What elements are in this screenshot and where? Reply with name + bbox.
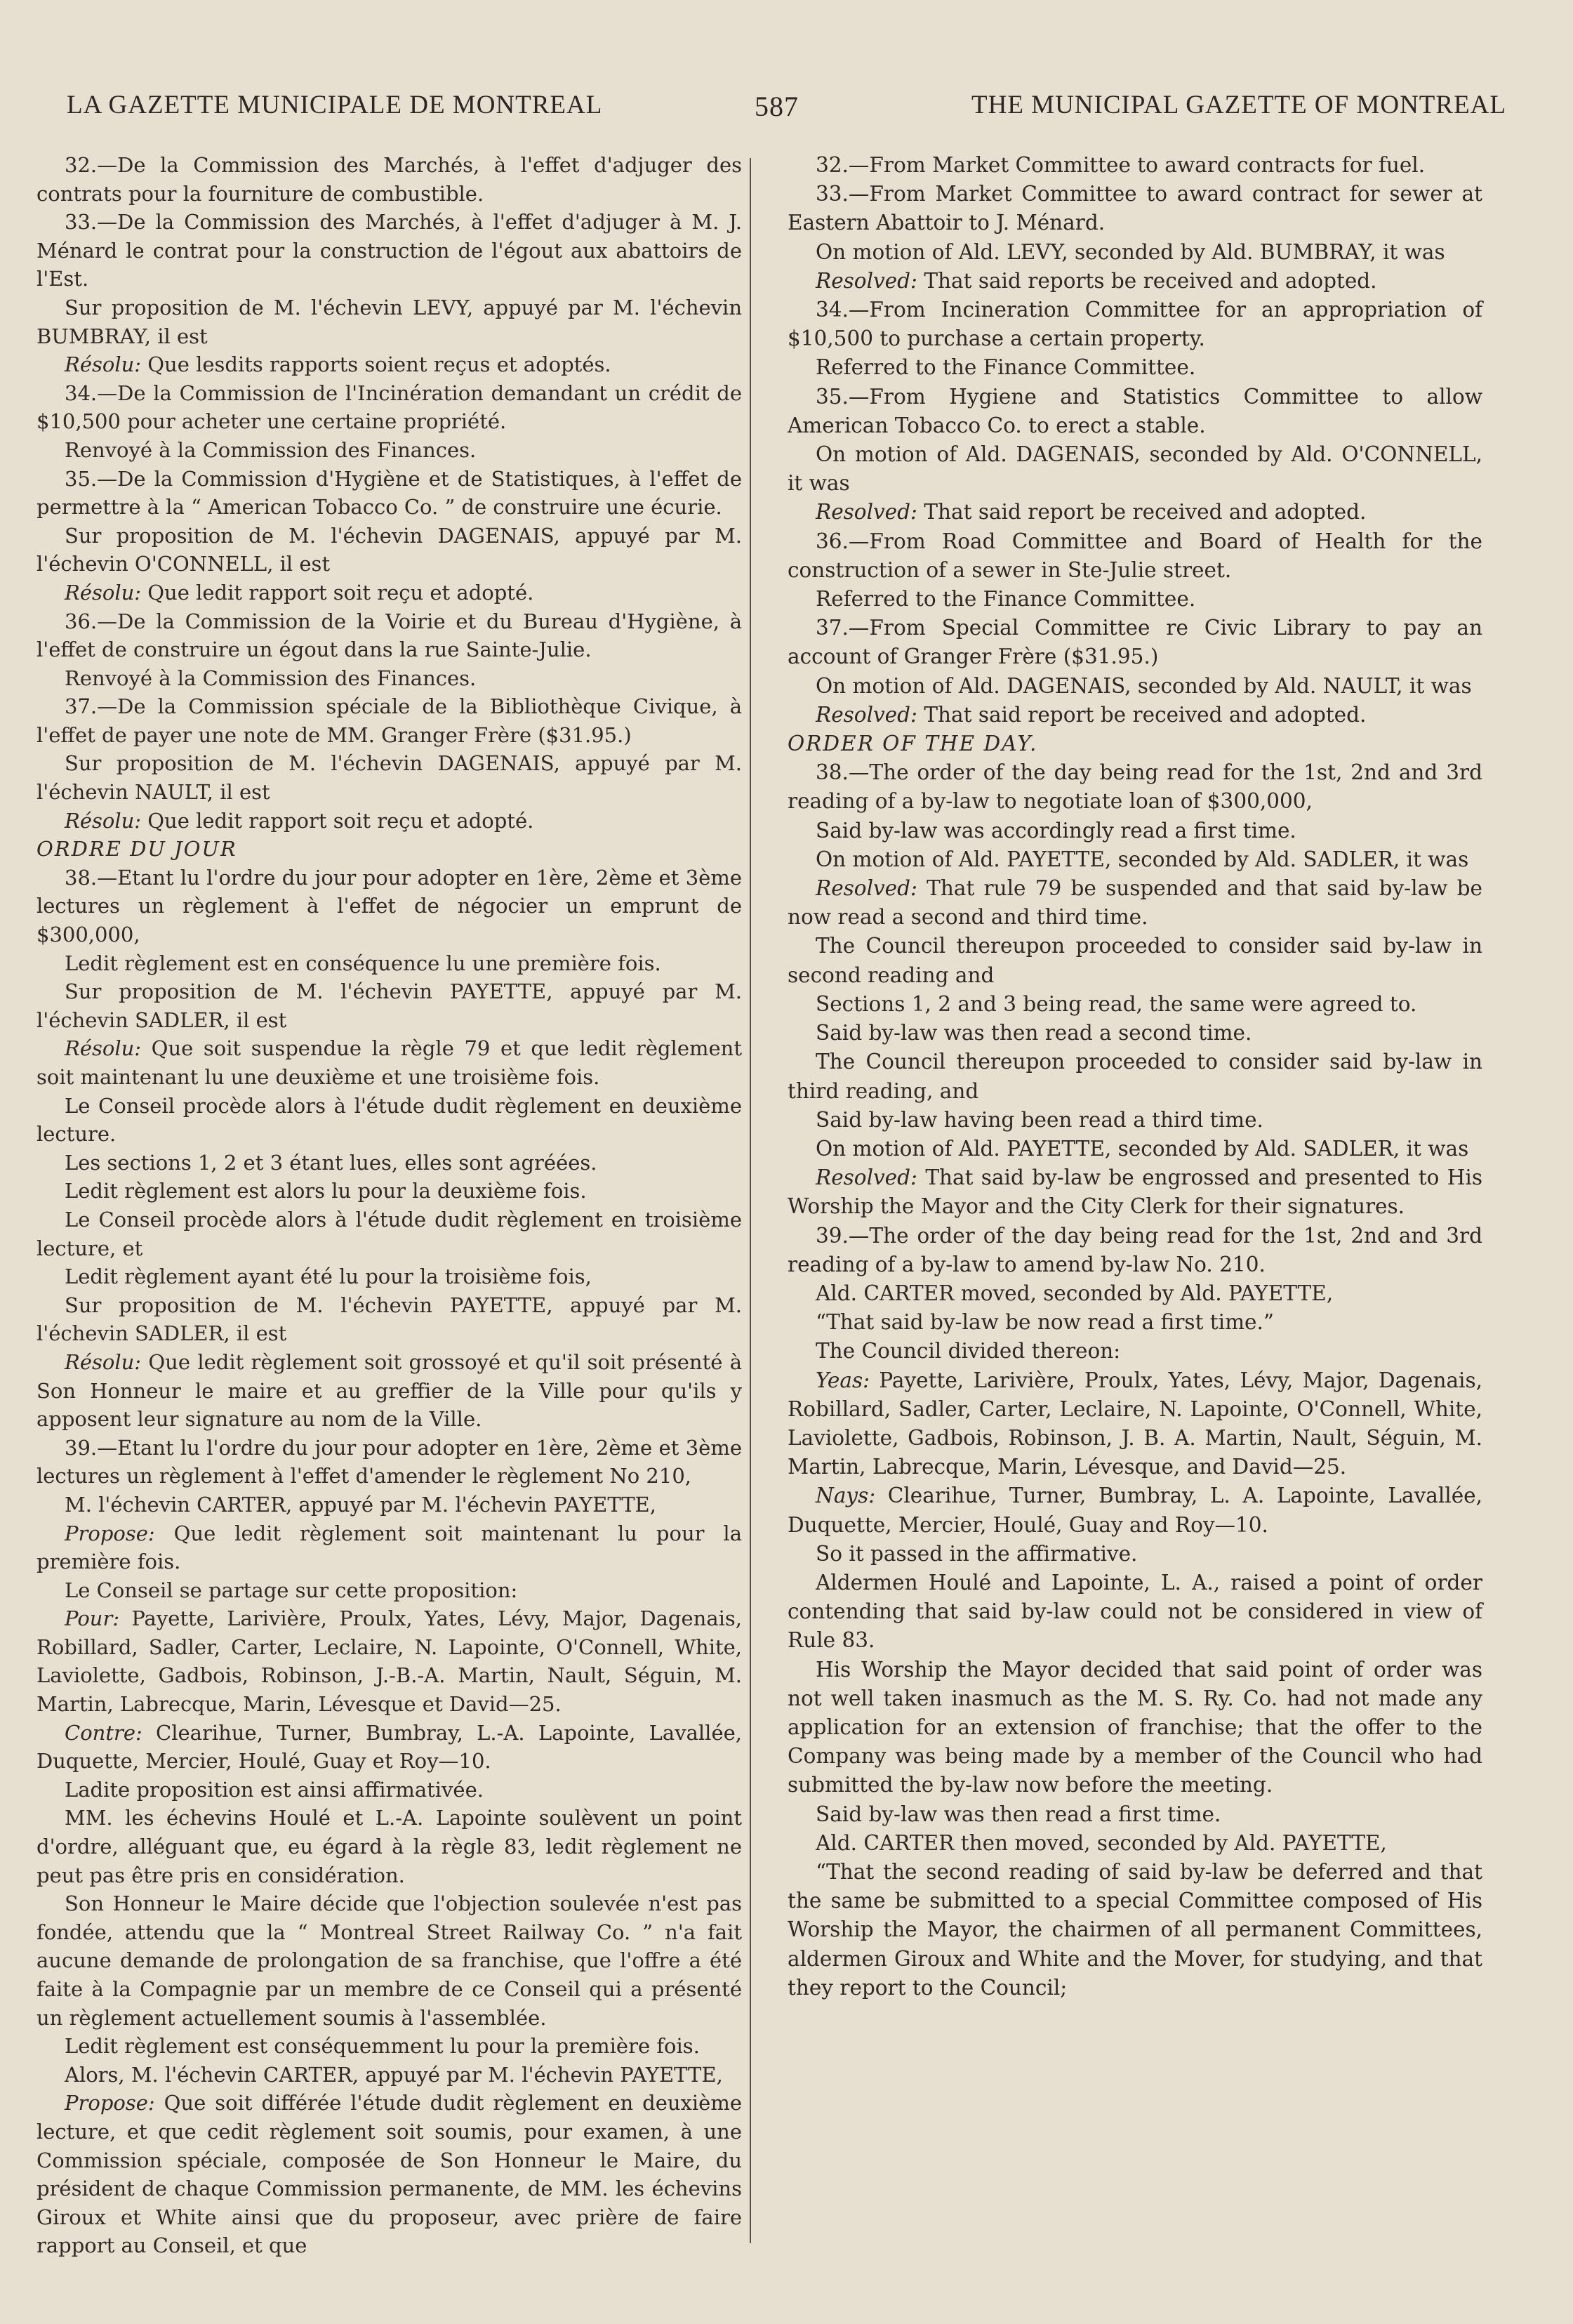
french-paragraph: Contre: Clearihue, Turner, Bumbray, L.-A. Lapointe, Lavallée, Duquette, Mercier, Houlé, Guay et Roy—10. (36, 1720, 742, 1774)
french-paragraph: Propose: Que soit différée l'étude dudit règlement en deuxième lecture, et que cedit règlement soit soumis, pour examen, à une Commission spéciale, composée de Son Honneur le Maire, du président de chaque Commission permanente, de MM. les échevins Giroux et White ainsi que du proposeur, avec prière de faire rapport au Conseil, et que (36, 2091, 742, 2258)
english-paragraph: Yeas: Payette, Larivière, Proulx, Yates, Lévy, Major, Dagenais, Robillard, Sadler, Carter, Leclaire, N. Lapointe, O'Connell, White, Laviolette, Gadbois, Robinson, J. B. A. Martin, Nault, Séguin, M. Martin, Labrecque, Marin, Lévesque, and David—25. (788, 1368, 1482, 1479)
page-number: 587 (755, 91, 799, 122)
english-paragraph: So it passed in the affirmative. (816, 1541, 1138, 1566)
french-paragraph: Renvoyé à la Commission des Finances. (65, 437, 477, 462)
french-paragraph: 37.—De la Commission spéciale de la Bibliothèque Civique, à l'effet de payer une note de MM. Granger Frère ($31.95.) (36, 694, 742, 747)
french-paragraph: Le Conseil procède alors à l'étude dudit règlement en deuxième lecture. (36, 1093, 742, 1147)
french-paragraph: 36.—De la Commission de la Voirie et du Bureau d'Hygiène, à l'effet de construire un égout dans la rue Sainte-Julie. (36, 609, 742, 662)
french-paragraph: Résolu: Que soit suspendue la règle 79 et que ledit règlement soit maintenant lu une deuxième et une troisième fois. (36, 1036, 742, 1089)
column-divider (750, 158, 751, 2243)
english-paragraph: Said by-law was then read a first time. (816, 1802, 1221, 1826)
french-paragraph: Propose: Que ledit règlement soit maintenant lu pour la première fois. (36, 1521, 742, 1574)
french-paragraph: 35.—De la Commission d'Hygiène et de Statistiques, à l'effet de permettre à la “ American Tobacco Co. ” de construire une écurie. (36, 466, 742, 520)
english-paragraph: “That the second reading of said by-law be deferred and that the same be submitted to a special Committee composed of His Worship the Mayor, the chairmen of all permanent Committees, aldermen Giroux and White and the Mover, for studying, and that they report to the Council; (788, 1859, 1482, 2000)
english-paragraph: 39.—The order of the day being read for the 1st, 2nd and 3rd reading of a by-law to amend by-law No. 210. (788, 1223, 1482, 1276)
french-paragraph: Pour: Payette, Larivière, Proulx, Yates, Lévy, Major, Dagenais, Robillard, Sadler, Carter, Leclaire, N. Lapointe, O'Connell, White, Laviolette, Gadbois, Robinson, J.-B.-A. Martin, Nault, Séguin, M. Martin, Labrecque, Marin, Lévesque et David—25. (36, 1606, 742, 1717)
keyword-label: Yeas: (816, 1368, 870, 1392)
keyword-label: Propose: (65, 2091, 155, 2115)
english-paragraph: Said by-law was then read a second time. (816, 1021, 1252, 1045)
keyword-label: Résolu: (65, 808, 142, 833)
french-paragraph: Le Conseil se partage sur cette proposition: (65, 1578, 518, 1602)
keyword-label: Contre: (65, 1720, 142, 1745)
keyword-label: Résolu: (65, 352, 142, 377)
french-column (36, 151, 742, 2260)
english-paragraph: The Council thereupon proceeded to consider said by-law in third reading, and (788, 1050, 1482, 1103)
french-paragraph: Sur proposition de M. l'échevin DAGENAIS, appuyé par M. l'échevin NAULT, il est (36, 751, 742, 805)
english-paragraph: Resolved: That said reports be received and adopted. (816, 268, 1377, 293)
english-paragraph: On motion of Ald. PAYETTE, seconded by Ald. SADLER, it was (816, 1136, 1469, 1161)
french-paragraph: Le Conseil procède alors à l'étude dudit règlement en troisième lecture, et (36, 1207, 742, 1260)
english-paragraph: Resolved: That said report be received and adopted. (816, 702, 1367, 727)
english-paragraph: “That said by-law be now read a first time.” (816, 1310, 1274, 1335)
header-title-english: THE MUNICIPAL GAZETTE OF MONTREAL (971, 91, 1506, 119)
keyword-label: Resolved: (816, 500, 917, 524)
french-paragraph: Résolu: Que ledit rapport soit reçu et adopté. (65, 808, 534, 833)
english-paragraph: 35.—From Hygiene and Statistics Committee to allow American Tobacco Co. to erect a stable. (788, 384, 1482, 437)
english-paragraph: 36.—From Road Committee and Board of Health for the construction of a sewer in Ste-Julie street. (788, 529, 1482, 582)
keyword-label: Nays: (816, 1484, 876, 1508)
keyword-label: Résolu: (65, 1036, 142, 1061)
english-paragraph: Referred to the Finance Committee. (816, 355, 1196, 380)
french-paragraph: Renvoyé à la Commission des Finances. (65, 666, 477, 690)
english-paragraph: Nays: Clearihue, Turner, Bumbray, L. A. Lapointe, Lavallée, Duquette, Mercier, Houlé, Guay and Roy—10. (788, 1484, 1482, 1537)
english-paragraph: 37.—From Special Committee re Civic Library to pay an account of Granger Frère ($31.95.) (788, 616, 1482, 669)
english-paragraph: On motion of Ald. DAGENAIS, seconded by Ald. O'CONNELL, it was (788, 442, 1482, 496)
english-paragraph: 34.—From Incineration Committee for an appropriation of $10,500 to purchase a certain property. (788, 298, 1482, 351)
keyword-label: Resolved: (816, 702, 917, 727)
keyword-label: Resolved: (816, 268, 917, 293)
english-paragraph: The Council divided thereon: (816, 1339, 1121, 1364)
french-paragraph: Sur proposition de M. l'échevin PAYETTE, appuyé par M. l'échevin SADLER, il est (36, 1293, 742, 1346)
header-title-french: LA GAZETTE MUNICIPALE DE MONTREAL (67, 91, 603, 119)
french-paragraph: Résolu: Que ledit règlement soit grossoyé et qu'il soit présenté à Son Honneur le maire et au greffier de la Ville pour qu'ils y apposent leur signature au nom de la Ville. (36, 1349, 742, 1432)
keyword-label: Propose: (65, 1521, 155, 1545)
french-paragraph: Ledit règlement est conséquemment lu pour la première fois. (65, 2034, 700, 2059)
french-paragraph: Ledit règlement ayant été lu pour la troisième fois, (65, 1265, 592, 1289)
french-paragraph: Sur proposition de M. l'échevin PAYETTE, appuyé par M. l'échevin SADLER, il est (36, 979, 742, 1032)
english-paragraph: On motion of Ald. DAGENAIS, seconded by Ald. NAULT, it was (816, 673, 1472, 698)
french-paragraph: M. l'échevin CARTER, appuyé par M. l'échevin PAYETTE, (65, 1492, 656, 1517)
french-paragraph: 33.—De la Commission des Marchés, à l'effet d'adjuger à M. J. Ménard le contrat pour la construction de l'égout aux abattoirs de l'Est. (36, 210, 742, 291)
keyword-label: Pour: (65, 1606, 120, 1631)
english-paragraph: 38.—The order of the day being read for the 1st, 2nd and 3rd reading of a by-law to negotiate loan of $300,000, (788, 760, 1482, 814)
english-paragraph: Resolved: That rule 79 be suspended and that said by-law be now read a second and third time. (788, 876, 1482, 930)
keyword-label: Resolved: (816, 876, 917, 901)
french-paragraph: Sur proposition de M. l'échevin DAGENAIS, appuyé par M. l'échevin O'CONNELL, il est (36, 523, 742, 576)
french-paragraph: Les sections 1, 2 et 3 étant lues, elles sont agréées. (65, 1150, 597, 1175)
french-paragraph: ORDRE DU JOUR (36, 837, 237, 861)
english-paragraph: 33.—From Market Committee to award contract for sewer at Eastern Abattoir to J. Ménard. (788, 182, 1482, 235)
english-paragraph: His Worship the Mayor decided that said point of order was not well taken inasmuch as the M. S. Ry. Co. had not made any application for an extension of franchise; that the offer to the Company was being made by a member of the Council who had submitted the by-law now before the meeting. (788, 1657, 1482, 1797)
keyword-label: Résolu: (65, 1349, 142, 1374)
english-paragraph: Resolved: That said by-law be engrossed and presented to His Worship the Mayor and the City Clerk for their signatures. (788, 1166, 1482, 1219)
french-paragraph: Sur proposition de M. l'échevin LEVY, appuyé par M. l'échevin BUMBRAY, il est (36, 295, 742, 348)
english-paragraph: Ald. CARTER then moved, seconded by Ald. PAYETTE, (816, 1830, 1387, 1855)
english-paragraph: 32.—From Market Committee to award contracts for fuel. (816, 153, 1426, 177)
french-paragraph: 32.—De la Commission des Marchés, à l'effet d'adjuger des contrats pour la fourniture de combustible. (36, 153, 742, 206)
english-paragraph: On motion of Ald. PAYETTE, seconded by Ald. SADLER, it was (816, 847, 1469, 871)
english-paragraph: Said by-law was accordingly read a first time. (816, 818, 1296, 843)
french-paragraph: Résolu: Que ledit rapport soit reçu et adopté. (65, 580, 534, 605)
french-paragraph: 38.—Etant lu l'ordre du jour pour adopter en 1ère, 2ème et 3ème lectures un règlement à l'effet de négocier un emprunt de $300,000, (36, 865, 742, 947)
english-paragraph: The Council thereupon proceeded to consider said by-law in second reading and (788, 934, 1482, 987)
english-paragraph: ORDER OF THE DAY. (788, 732, 1038, 756)
french-paragraph: Résolu: Que lesdits rapports soient reçus et adoptés. (65, 352, 611, 377)
english-paragraph: Aldermen Houlé and Lapointe, L. A., raised a point of order contending that said by-law could not be considered in view of Rule 83. (788, 1570, 1482, 1653)
english-paragraph: Referred to the Finance Committee. (816, 587, 1196, 612)
french-paragraph: 34.—De la Commission de l'Incinération demandant un crédit de $10,500 pour acheter une certaine propriété. (36, 381, 742, 434)
page-header (67, 90, 1506, 132)
english-column (788, 151, 1482, 2002)
french-paragraph: MM. les échevins Houlé et L.-A. Lapointe soulèvent un point d'ordre, alléguant que, eu égard à la règle 83, ledit règlement ne peut pas être pris en considération. (36, 1806, 742, 1887)
english-paragraph: Resolved: That said report be received and adopted. (816, 500, 1367, 524)
keyword-label: Resolved: (816, 1166, 917, 1190)
french-paragraph: Alors, M. l'échevin CARTER, appuyé par M. l'échevin PAYETTE, (65, 2062, 723, 2087)
french-paragraph: Ladite proposition est ainsi affirmativée. (65, 1777, 484, 1802)
english-paragraph: On motion of Ald. LEVY, seconded by Ald. BUMBRAY, it was (816, 239, 1445, 264)
english-paragraph: Sections 1, 2 and 3 being read, the same were agreed to. (816, 991, 1417, 1016)
french-paragraph: Son Honneur le Maire décide que l'objection soulevée n'est pas fondée, attendu que la “ Montreal Street Railway Co. ” n'a fait aucune demande de prolongation de sa franchise, que l'offre a été faite à la Compagnie par un membre de ce Conseil qui a présenté un règlement actuellement soumis à l'assemblée. (36, 1891, 742, 2030)
keyword-label: Résolu: (65, 580, 142, 605)
english-paragraph: Ald. CARTER moved, seconded by Ald. PAYETTE, (816, 1281, 1334, 1305)
french-paragraph: 39.—Etant lu l'ordre du jour pour adopter en 1ère, 2ème et 3ème lectures un règlement à l'effet d'amender le règlement No 210, (36, 1435, 742, 1488)
french-paragraph: Ledit règlement est alors lu pour la deuxième fois. (65, 1179, 587, 1203)
english-paragraph: Said by-law having been read a third time. (816, 1107, 1263, 1132)
french-paragraph: Ledit règlement est en conséquence lu une première fois. (65, 951, 661, 975)
